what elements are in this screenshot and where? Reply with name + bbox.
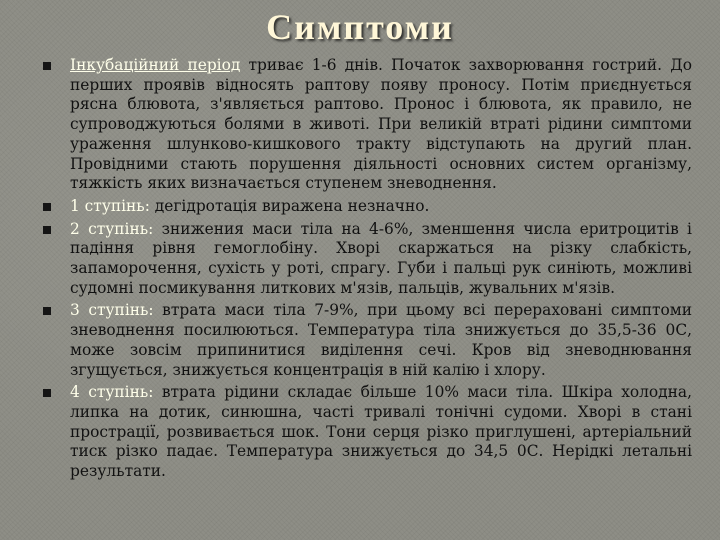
stage-3-text: втрата маси тіла 7-9%, при цьому всі перераховані симптоми зневоднення посилюються. Температура тіла знижується до 35,5-36 0С, може зовсім припинитися виділення сечі. Кров від зневоднювання згущується, знижується концентрація в ній калію і хлору. (70, 301, 692, 379)
slide-title: Симптоми (266, 7, 454, 47)
square-bullet-icon (43, 307, 51, 315)
list-item-stage-1 (40, 197, 692, 217)
incubation-period-link[interactable]: Інкубаційний період (70, 56, 241, 74)
symptoms-list (40, 56, 692, 485)
square-bullet-icon (43, 203, 51, 211)
square-bullet-icon (43, 389, 51, 397)
square-bullet-icon (43, 62, 51, 70)
stage-2-label: 2 ступінь: (70, 219, 154, 238)
list-item-stage-4 (40, 383, 692, 482)
stage-1-label: 1 ступінь: (70, 196, 150, 215)
list-item-incubation (40, 56, 692, 194)
stage-4-text: втрата рідини складає більше 10% маси тіла. Шкіра холодна, липка на дотик, синюшна, часті тривалі тонічні судоми. Хворі в стані прострації, розвивається шок. Тони серця різко приглушені, артеріальний тиск різко падає. Температура знижується до 34,5 0С. Нерідкі летальні результати. (70, 383, 692, 481)
incubation-text: триває 1-6 днів. Початок захворювання гострий. До перших проявів відносять раптову появу проносу. Потім приєднується рясна блювота, з'являється раптово. Пронос і блювота, як правило, не супроводжуються болями в животі. При великій втраті рідини симптоми ураження шлунково-кишкового тракту відступають на другий план. Провідними стають порушення діяльності основних систем організму, тяжкість яких визначається ступенем зневоднення. (70, 56, 692, 193)
list-item-stage-2 (40, 220, 692, 299)
stage-4-label: 4 ступінь: (70, 383, 154, 402)
stage-3-label: 3 ступінь: (70, 301, 154, 320)
list-item-stage-3 (40, 301, 692, 380)
square-bullet-icon (43, 226, 51, 234)
stage-2-text: знижения маси тіла на 4-6%, зменшення числа еритроцитів і падіння рівня гемоглобіну. Хворі скаржаться на різку слабкість, запаморочення, сухість у роті, спрагу. Губи і пальці рук синіють, можливі судомні посмикування литкових м'язів, пальців, жувальних м'язів. (70, 219, 692, 297)
stage-1-text: дегідротація виражена незначно. (149, 196, 430, 215)
